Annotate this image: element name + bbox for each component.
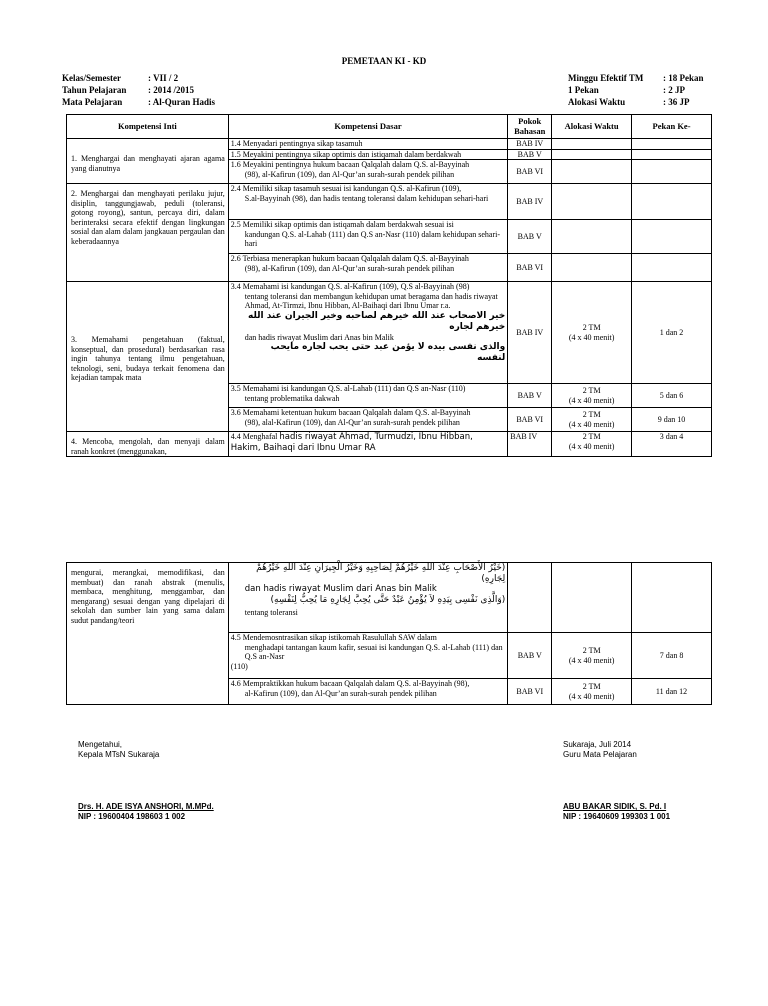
ki-4-part1: 4. Mencoba, mengolah, dan menyaji dalam ranah konkret (menggunakan, xyxy=(67,432,229,457)
pokok-bahasan: BAB IV xyxy=(508,139,552,150)
kd-text: dan hadis riwayat Muslim dari Anas bin Malik xyxy=(244,332,394,342)
pokok-bahasan xyxy=(508,563,552,633)
pokok-bahasan: BAB V xyxy=(508,384,552,408)
ki-1: 1. Menghargai dan menghayati ajaran agama yang dianutnya xyxy=(67,139,229,184)
alokasi-cell xyxy=(552,384,632,408)
hadith-arabic-1: (خَيْرُ الأَصْحَابِ عِنْدَ اللهِ خَيْرُهُمْ لِصَاحِبِهِ وَخَيْرُ الْجِيرَانِ عِنْدَ اللهِ خَيْرُهُمْ لِجَارِهِ) xyxy=(256,563,506,584)
sign-line: Sukaraja, Juli 2014 xyxy=(563,740,632,749)
signature-left xyxy=(78,740,214,822)
sign-line: Guru Mata Pelajaran xyxy=(563,750,637,759)
kd-4-4 xyxy=(228,432,507,457)
meta-label: Tahun Pelajaran xyxy=(62,85,127,95)
header-alokasi: Alokasi Waktu xyxy=(552,115,632,139)
pokok-bahasan: BAB V xyxy=(508,633,552,679)
alokasi-cell xyxy=(552,184,632,220)
pekan-cell xyxy=(632,563,712,633)
meta-value: : 2 JP xyxy=(663,85,685,95)
alokasi-cell xyxy=(552,633,632,679)
document-title: PEMETAAN KI - KD xyxy=(341,56,427,66)
alokasi-tm: 2 TM xyxy=(582,386,601,395)
mapping-table-page2 xyxy=(66,562,712,705)
kd-text: dan hadis riwayat Muslim dari Anas bin Malik xyxy=(244,584,437,594)
pekan-cell xyxy=(632,184,712,220)
meta-label: Mata Pelajaran xyxy=(62,97,123,107)
signatory-nip: NIP : 19640609 199303 1 001 xyxy=(563,812,671,821)
kd-text: 4.4 Menghafal xyxy=(230,432,278,441)
sign-line: Kepala MTsN Sukaraja xyxy=(78,750,160,759)
alokasi-jp: (4 x 40 menit) xyxy=(568,691,615,701)
kd-text: 2.4 Memiliki sikap tasamuh sesuai isi kandungan Q.S. al-Kafirun (109), xyxy=(230,184,462,193)
kd-text: (98), al-Kafirun (109), dan Al-Qur’an surah-surah pendek pilihan xyxy=(244,263,455,273)
kd-text: tentang toleransi dan membangun kehidupan umat beragama dan hadis riwayat Ahmad, At-Tirmzi, Ibnu Hibban, Al-Baihaqi dari Ibnu Umar r.a. xyxy=(244,291,498,310)
alokasi-tm: 2 TM xyxy=(582,323,601,332)
header-ki: Kompetensi Inti xyxy=(67,115,229,139)
alokasi-tm: 2 TM xyxy=(582,682,601,691)
pokok-bahasan: BAB IV xyxy=(508,432,552,457)
kd-text: 3.4 Memahami isi kandungan Q.S. al-Kafirun (109), Q.S al-Bayyinah (98) xyxy=(230,282,470,291)
kd-text: 3.6 Memahami ketentuan hukum bacaan Qalqalah dalam Q.S. al-Bayyinah xyxy=(230,408,471,417)
pekan-cell: 7 dan 8 xyxy=(632,633,712,679)
alokasi-tm: 2 TM xyxy=(582,646,601,655)
kd-4-4-cont xyxy=(228,563,508,633)
alokasi-cell xyxy=(552,160,632,184)
alokasi-cell xyxy=(552,149,632,160)
alokasi-jp: (4 x 40 menit) xyxy=(568,332,615,342)
meta-label: Alokasi Waktu xyxy=(568,97,626,107)
ki-3: 3. Memahami pengetahuan (faktual, konseptual, dan prosedural) berdasarkan rasa ingin tahunya tentang ilmu pengetahuan, teknologi, seni, budaya terkait fenomena dan kejadian tampak mata xyxy=(67,282,229,432)
kd-2-5 xyxy=(228,220,507,254)
kd-4-6 xyxy=(228,679,508,705)
alokasi-jp: (4 x 40 menit) xyxy=(568,395,615,405)
kd-text: (110) xyxy=(230,661,248,671)
kd-text: tentang problematika dakwah xyxy=(244,393,340,403)
pokok-bahasan: BAB VI xyxy=(508,160,552,184)
pokok-bahasan: BAB V xyxy=(508,220,552,254)
kd-text: kandungan Q.S. al-Lahab (111) dan Q.S an-Nasr (110) dalam kehidupan sehari-hari xyxy=(244,229,501,248)
mapping-table-page1 xyxy=(66,114,712,457)
kd-text: 4.6 Mempraktikkan hukum bacaan Qalqalah dalam Q.S. al-Bayyinah (98), xyxy=(230,679,470,688)
alokasi-cell xyxy=(552,432,632,457)
meta-value: : 2014 /2015 xyxy=(148,85,194,95)
alokasi-tm: 2 TM xyxy=(582,410,601,419)
kd-text: 3.5 Memahami isi kandungan Q.S. al-Lahab (111) dan Q.S an-Nasr (110) xyxy=(230,384,466,393)
alokasi-cell xyxy=(552,408,632,432)
kd-2-6 xyxy=(228,254,507,282)
kd-text: 1.6 Meyakini pentingnya hukum bacaan Qalqalah dalam Q.S. al-Bayyinah xyxy=(230,160,470,169)
signatory-nip: NIP : 19600404 198603 1 002 xyxy=(78,812,186,821)
header-pokok: Pokok Bahasan xyxy=(508,115,552,139)
ki-2: 2. Menghargai dan menghayati perilaku jujur, disiplin, tanggungjawab, peduli (toleransi, gotong royong), santun, percaya diri, dalam berinteraksi secara efektif dengan lingkungan sosial dan alam dalam jangkauan pergaulan dan keberadaannya xyxy=(67,184,229,282)
sign-line: Mengetahui, xyxy=(78,740,123,749)
kd-text: tentang toleransi xyxy=(244,607,298,617)
alokasi-cell xyxy=(552,282,632,384)
kd-1-6 xyxy=(228,160,507,184)
kd-1-4: 1.4 Menyadari pentingnya sikap tasamuh xyxy=(228,139,507,150)
alokasi-cell xyxy=(552,139,632,150)
hadith-arabic-2: (وَالَّذِى نَفْسِى بِيَدِهِ لاَ يُؤْمِنُ عَبْدٌ حَتَّى يُحِبَّ لِجَارِهِ مَا يُحِبُّ لِنَفْسِهِ) xyxy=(270,594,506,605)
signature-right xyxy=(563,740,670,822)
meta-label: 1 Pekan xyxy=(568,85,599,95)
pokok-bahasan: BAB V xyxy=(508,149,552,160)
signatory-name: ABU BAKAR SIDIK, S. Pd. I xyxy=(563,802,667,811)
pokok-bahasan: BAB VI xyxy=(508,679,552,705)
kd-2-4 xyxy=(228,184,507,220)
pekan-cell xyxy=(632,254,712,282)
signatory-name: Drs. H. ADE ISYA ANSHORI, M.MPd. xyxy=(78,802,214,811)
pokok-bahasan: BAB IV xyxy=(508,184,552,220)
pekan-cell: 9 dan 10 xyxy=(632,408,712,432)
alokasi-jp: (4 x 40 menit) xyxy=(568,419,615,429)
kd-text: al-Kafirun (109), dan Al-Qur’an surah-surah pendek pilihan xyxy=(244,688,437,698)
pekan-cell xyxy=(632,220,712,254)
hadith-arabic-2: والذى نفسى بيده لا يؤمن عبد حتى يحب لجاره مايحب لنفسه xyxy=(270,342,506,363)
meta-label: Minggu Efektif TM xyxy=(568,73,644,83)
header-pekan: Pekan Ke- xyxy=(632,115,712,139)
kd-text: 4.5 Mendemosntrasikan sikap istikomah Rasulullah SAW dalam xyxy=(230,633,437,642)
kd-4-5 xyxy=(228,633,508,679)
kd-3-4 xyxy=(228,282,507,384)
kd-text: menghadapi tantangan kaum kafir, sesuai isi kandungan Q.S. al-Lahab (111) dan Q.S an-Nasr xyxy=(244,642,503,661)
meta-left xyxy=(60,71,217,109)
meta-right xyxy=(566,71,706,109)
header-kd: Kompetensi Dasar xyxy=(228,115,507,139)
pekan-cell: 5 dan 6 xyxy=(632,384,712,408)
meta-value: : VII / 2 xyxy=(148,73,179,83)
kd-text: (98), alal-Kafirun (109), dan Al-Qur’an surah-surah pendek pilihan xyxy=(244,417,460,427)
kd-text: hadis riwayat Ahmad, Turmudzi, Ibnu Hibban, Hakim, Baihaqi dari Ibnu Umar RA xyxy=(230,432,473,453)
kd-text: (98), al-Kafirun (109), dan Al-Qur’an surah-surah pendek pilihan xyxy=(244,169,455,179)
kd-text: 2.6 Terbiasa menerapkan hukum bacaan Qalqalah dalam Q.S. al-Bayyinah xyxy=(230,254,469,263)
kd-3-5 xyxy=(228,384,507,408)
pekan-cell xyxy=(632,149,712,160)
pokok-bahasan: BAB IV xyxy=(508,282,552,384)
pekan-cell: 11 dan 12 xyxy=(632,679,712,705)
pekan-cell xyxy=(632,160,712,184)
alokasi-cell xyxy=(552,563,632,633)
alokasi-cell xyxy=(552,254,632,282)
alokasi-tm: 2 TM xyxy=(582,432,601,441)
meta-value: : 36 JP xyxy=(663,97,690,107)
alokasi-jp: (4 x 40 menit) xyxy=(568,441,615,451)
ki-4-part2: mengurai, merangkai, memodifikasi, dan membuat) dan ranah abstrak (menulis, membaca, menghitung, menggambar, dan mengarang) sesuai dengan yang dipelajari di sekolah dan sumber lain yang sama dalam sudut pandang/teori xyxy=(67,563,229,705)
pekan-cell: 3 dan 4 xyxy=(632,432,712,457)
meta-value: : 18 Pekan xyxy=(663,73,704,83)
meta-value: : Al-Quran Hadis xyxy=(148,97,216,107)
meta-label: Kelas/Semester xyxy=(62,73,121,83)
alokasi-cell xyxy=(552,220,632,254)
pokok-bahasan: BAB VI xyxy=(508,254,552,282)
kd-1-5: 1.5 Meyakini pentingnya sikap optimis dan istiqamah dalam berdakwah xyxy=(228,149,507,160)
hadith-arabic-1: خير الاصحاب عند الله خيرهم لصاحبه وخير الجيران عند الله خيرهم لجاره xyxy=(248,310,506,332)
kd-text: S.al-Bayyinah (98), dan hadis tentang toleransi dalam kehidupan sehari-hari xyxy=(244,193,489,203)
kd-3-6 xyxy=(228,408,507,432)
pokok-bahasan: BAB VI xyxy=(508,408,552,432)
pekan-cell xyxy=(632,139,712,150)
alokasi-cell xyxy=(552,679,632,705)
alokasi-jp: (4 x 40 menit) xyxy=(568,655,615,665)
kd-text: 2.5 Memiliki sikap optimis dan istiqamah dalam berdakwah sesuai isi xyxy=(230,220,454,229)
pekan-cell: 1 dan 2 xyxy=(632,282,712,384)
